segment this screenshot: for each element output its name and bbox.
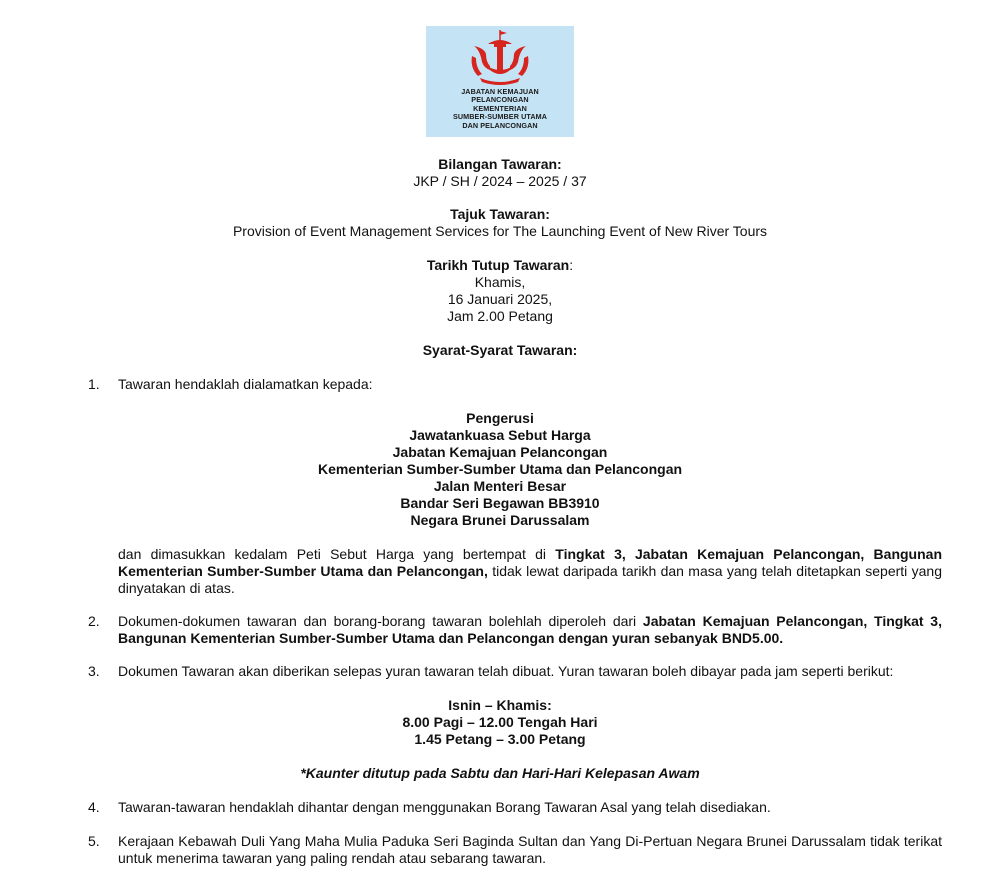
tarikh-label: Tarikh Tutup Tawaran bbox=[426, 257, 570, 273]
item5-text: Kerajaan Kebawah Duli Yang Maha Mulia Paduka Seri Baginda Sultan dan Yang Di-Pertuan Negara Brunei Darussalam tidak terikat untuk menerima tawaran yang paling rendah atau sebarang tawaran. bbox=[118, 833, 942, 866]
item1-body bbox=[118, 546, 942, 597]
item1-text-a: dan dimasukkan kedalam Peti Sebut Harga yang bertempat di bbox=[118, 546, 556, 562]
item1-location: Tingkat 3, Jabatan Kemajuan Pelancongan, Bangunan Kementerian Sumber-Sumber Utama dan Pelancongan, bbox=[118, 546, 942, 579]
address-line: Negara Brunei Darussalam bbox=[410, 512, 590, 528]
tajuk-label: Tajuk Tawaran: bbox=[450, 206, 550, 222]
address-line: Pengerusi bbox=[466, 410, 534, 426]
item-number: 5. bbox=[88, 833, 100, 849]
address-line: Jalan Menteri Besar bbox=[433, 478, 567, 494]
tarikh-date: 16 Januari 2025, bbox=[447, 291, 553, 307]
logo-line: PELANCONGAN bbox=[471, 95, 529, 105]
tarikh-label-row bbox=[0, 257, 1000, 274]
tarikh-colon: : bbox=[569, 257, 574, 273]
item3-text: Dokumen Tawaran akan diberikan selepas yuran tawaran telah dibuat. Yuran tawaran boleh dibayar pada jam seperti berikut: bbox=[118, 663, 894, 679]
hours-line: 1.45 Petang – 3.00 Petang bbox=[414, 731, 586, 747]
hours-line: 8.00 Pagi – 12.00 Tengah Hari bbox=[402, 714, 598, 730]
item2-location: Jabatan Kemajuan Pelancongan, Tingkat 3, Bangunan Kementerian Sumber-Sumber Utama dan Pelancongan dengan yuran sebanyak BND5.00. bbox=[118, 613, 942, 646]
tajuk-value: Provision of Event Management Services for The Launching Event of New River Tours bbox=[232, 223, 768, 239]
item1-intro: Tawaran hendaklah dialamatkan kepada: bbox=[118, 376, 373, 392]
tarikh-time: Jam 2.00 Petang bbox=[447, 308, 553, 324]
logo-line: KEMENTERIAN bbox=[473, 103, 527, 113]
item-number: 3. bbox=[88, 663, 100, 679]
hours-line: Isnin – Khamis: bbox=[448, 697, 552, 713]
counter-closed-note: *Kaunter ditutup pada Sabtu dan Hari-Hari Kelepasan Awam bbox=[300, 765, 700, 781]
item4-text: Tawaran-tawaran hendaklah dihantar dengan menggunakan Borang Tawaran Asal yang telah disediakan. bbox=[118, 799, 771, 815]
logo-line: JABATAN KEMAJUAN bbox=[461, 87, 539, 96]
item-number: 2. bbox=[88, 613, 100, 629]
logo-line: DAN PELANCONGAN bbox=[462, 120, 538, 130]
address-line: Kementerian Sumber-Sumber Utama dan Pelancongan bbox=[317, 461, 683, 477]
brunei-crest-icon bbox=[466, 28, 534, 86]
address-line: Bandar Seri Begawan BB3910 bbox=[400, 495, 600, 511]
address-line: Jawatankuasa Sebut Harga bbox=[409, 427, 591, 443]
bilangan-value: JKP / SH / 2024 – 2025 / 37 bbox=[413, 173, 587, 189]
logo-line: SUMBER-SUMBER UTAMA bbox=[453, 112, 547, 122]
department-logo bbox=[426, 26, 574, 137]
address-line: Jabatan Kemajuan Pelancongan bbox=[392, 444, 608, 460]
item2-text-a: Dokumen-dokumen tawaran dan borang-borang tawaran bolehlah diperoleh dari bbox=[118, 613, 643, 629]
item-number: 4. bbox=[88, 799, 100, 815]
logo-text bbox=[426, 88, 574, 130]
tarikh-day: Khamis, bbox=[474, 274, 526, 290]
syarat-title: Syarat-Syarat Tawaran: bbox=[422, 342, 578, 358]
item2-body bbox=[118, 613, 942, 647]
bilangan-label: Bilangan Tawaran: bbox=[438, 156, 562, 172]
item-number: 1. bbox=[88, 376, 100, 392]
item1-text-b: tidak lewat daripada tarikh dan masa yang telah ditetapkan seperti yang dinyatakan di atas. bbox=[118, 563, 943, 596]
